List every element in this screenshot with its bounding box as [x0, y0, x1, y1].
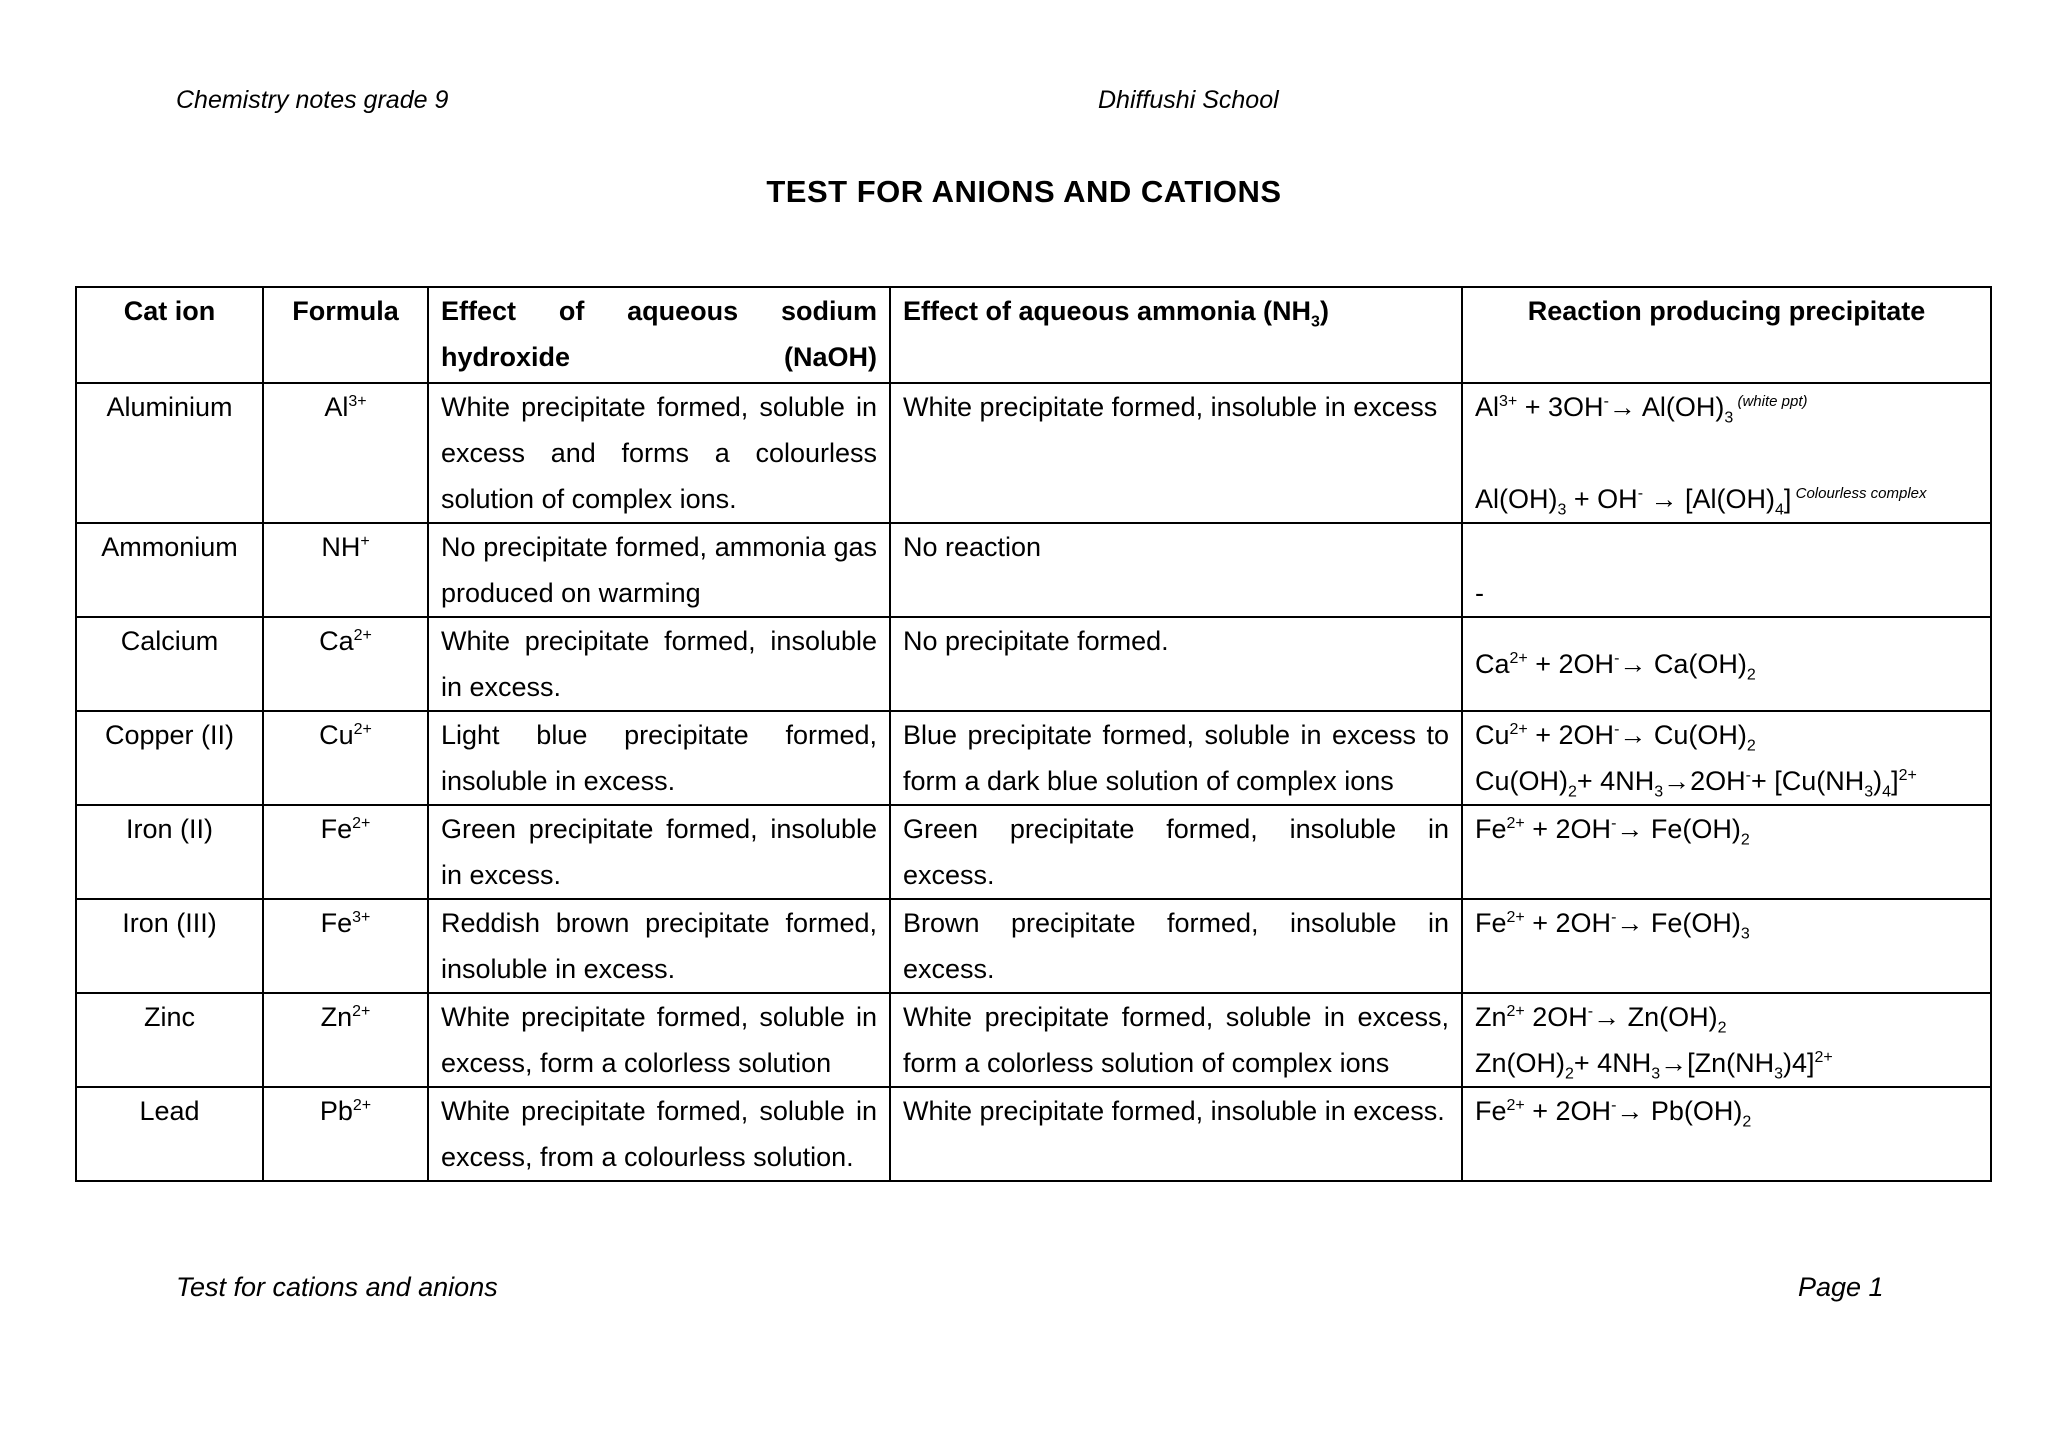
page-title: TEST FOR ANIONS AND CATIONS	[766, 174, 1282, 209]
col-header-formula: Formula	[263, 287, 428, 383]
nh3-effect: White precipitate formed, soluble in excess, form a colorless solution of complex ions	[890, 993, 1462, 1087]
cation-formula: $Pb^{2+}$	[263, 1087, 428, 1181]
table-row	[76, 899, 1991, 993]
nh3-effect: Blue precipitate formed, soluble in excess to form a dark blue solution of complex ions	[890, 711, 1462, 805]
table-row	[76, 1087, 1991, 1181]
naoh-effect: Reddish brown precipitate formed, insoluble in excess.	[428, 899, 890, 993]
col-header-nh3	[890, 287, 1462, 383]
cation-name: Calcium	[76, 617, 263, 711]
cation-name: Zinc	[76, 993, 263, 1087]
cation-formula: $Zn^{2+}$	[263, 993, 428, 1087]
table-header-row	[76, 287, 1991, 383]
nh3-effect: No reaction	[890, 523, 1462, 617]
cation-formula: $Al^{3+}$	[263, 383, 428, 523]
reaction-equation: -	[1462, 523, 1991, 617]
nh3-effect: White precipitate formed, insoluble in excess.	[890, 1087, 1462, 1181]
reaction-equation: $Fe^{2+} + 2OH^-\to Fe(OH)_2$	[1462, 805, 1991, 899]
naoh-effect: No precipitate formed, ammonia gas produced on warming	[428, 523, 890, 617]
cation-formula: $Cu^{2+}$	[263, 711, 428, 805]
cation-formula: $Fe^{3+}$	[263, 899, 428, 993]
naoh-effect: Green precipitate formed, insoluble in excess.	[428, 805, 890, 899]
nh3-effect: Brown precipitate formed, insoluble in excess.	[890, 899, 1462, 993]
table-row	[76, 711, 1991, 805]
cation-test-table	[75, 286, 1992, 1182]
col-header-naoh-line1: Effect of aqueous sodium	[441, 296, 877, 326]
cation-name: Iron (III)	[76, 899, 263, 993]
header-school-name: Dhiffushi School	[1098, 86, 1279, 114]
reaction-equation: $Zn^{2+}$ $2OH^-\to Zn(OH)_2$ $Zn(OH)_2+ 4NH_3\to[Zn(NH_3)4]^{2+}$	[1462, 993, 1991, 1087]
reaction-equation: $Al^{3+} + 3OH^-\to Al(OH)_3$ $^{(white ppt)}$ $Al(OH)_3 + OH^- \to [Al(OH)_4]$ $^{Colourless complex}$	[1462, 383, 1991, 523]
reaction-equation: $Ca^{2+} + 2OH^-\to Ca(OH)_2$	[1462, 617, 1991, 711]
nh3-effect: No precipitate formed.	[890, 617, 1462, 711]
col-header-nh3-sub: 3	[1311, 313, 1320, 331]
cation-formula: $Fe^{2+}$	[263, 805, 428, 899]
table-row	[76, 383, 1991, 523]
footer-topic: Test for cations and anions	[176, 1272, 498, 1302]
cation-name: Copper (II)	[76, 711, 263, 805]
col-header-reaction: Reaction producing precipitate	[1462, 287, 1991, 383]
naoh-effect: White precipitate formed, soluble in excess, form a colorless solution	[428, 993, 890, 1087]
reaction-equation: $Cu^{2+} + 2OH^-\to Cu(OH)_2$ $Cu(OH)_2+ 4NH_3\to 2OH^-+ [Cu(NH_3)_4]^{2+}$	[1462, 711, 1991, 805]
col-header-naoh	[428, 287, 890, 383]
cation-name: Lead	[76, 1087, 263, 1181]
col-header-naoh-line2: hydroxide (NaOH)	[441, 342, 877, 372]
table-row	[76, 805, 1991, 899]
cation-name: Aluminium	[76, 383, 263, 523]
reaction-equation: $Fe^{2+} + 2OH^-\to Pb(OH)_2$	[1462, 1087, 1991, 1181]
col-header-cat-ion: Cat ion	[76, 287, 263, 383]
naoh-effect: White precipitate formed, soluble in excess and forms a colourless solution of complex ions.	[428, 383, 890, 523]
nh3-effect: Green precipitate formed, insoluble in excess.	[890, 805, 1462, 899]
page-number: Page 1	[1798, 1272, 1884, 1302]
nh3-effect: White precipitate formed, insoluble in excess	[890, 383, 1462, 523]
naoh-effect: White precipitate formed, soluble in excess, from a colourless solution.	[428, 1087, 890, 1181]
table-row	[76, 617, 1991, 711]
naoh-effect: White precipitate formed, insoluble in excess.	[428, 617, 890, 711]
cation-name: Ammonium	[76, 523, 263, 617]
reaction-equation: $Fe^{2+} + 2OH^-\to Fe(OH)_3$	[1462, 899, 1991, 993]
cation-formula: NH+	[263, 523, 428, 617]
cation-formula: $Ca^{2+}$	[263, 617, 428, 711]
cation-name: Iron (II)	[76, 805, 263, 899]
table-row	[76, 523, 1991, 617]
header-course-title: Chemistry notes grade 9	[176, 86, 449, 114]
naoh-effect: Light blue precipitate formed, insoluble in excess.	[428, 711, 890, 805]
table-row	[76, 993, 1991, 1087]
col-header-nh3-text: Effect of aqueous ammonia (NH	[903, 296, 1312, 326]
col-header-nh3-close: )	[1319, 296, 1329, 326]
